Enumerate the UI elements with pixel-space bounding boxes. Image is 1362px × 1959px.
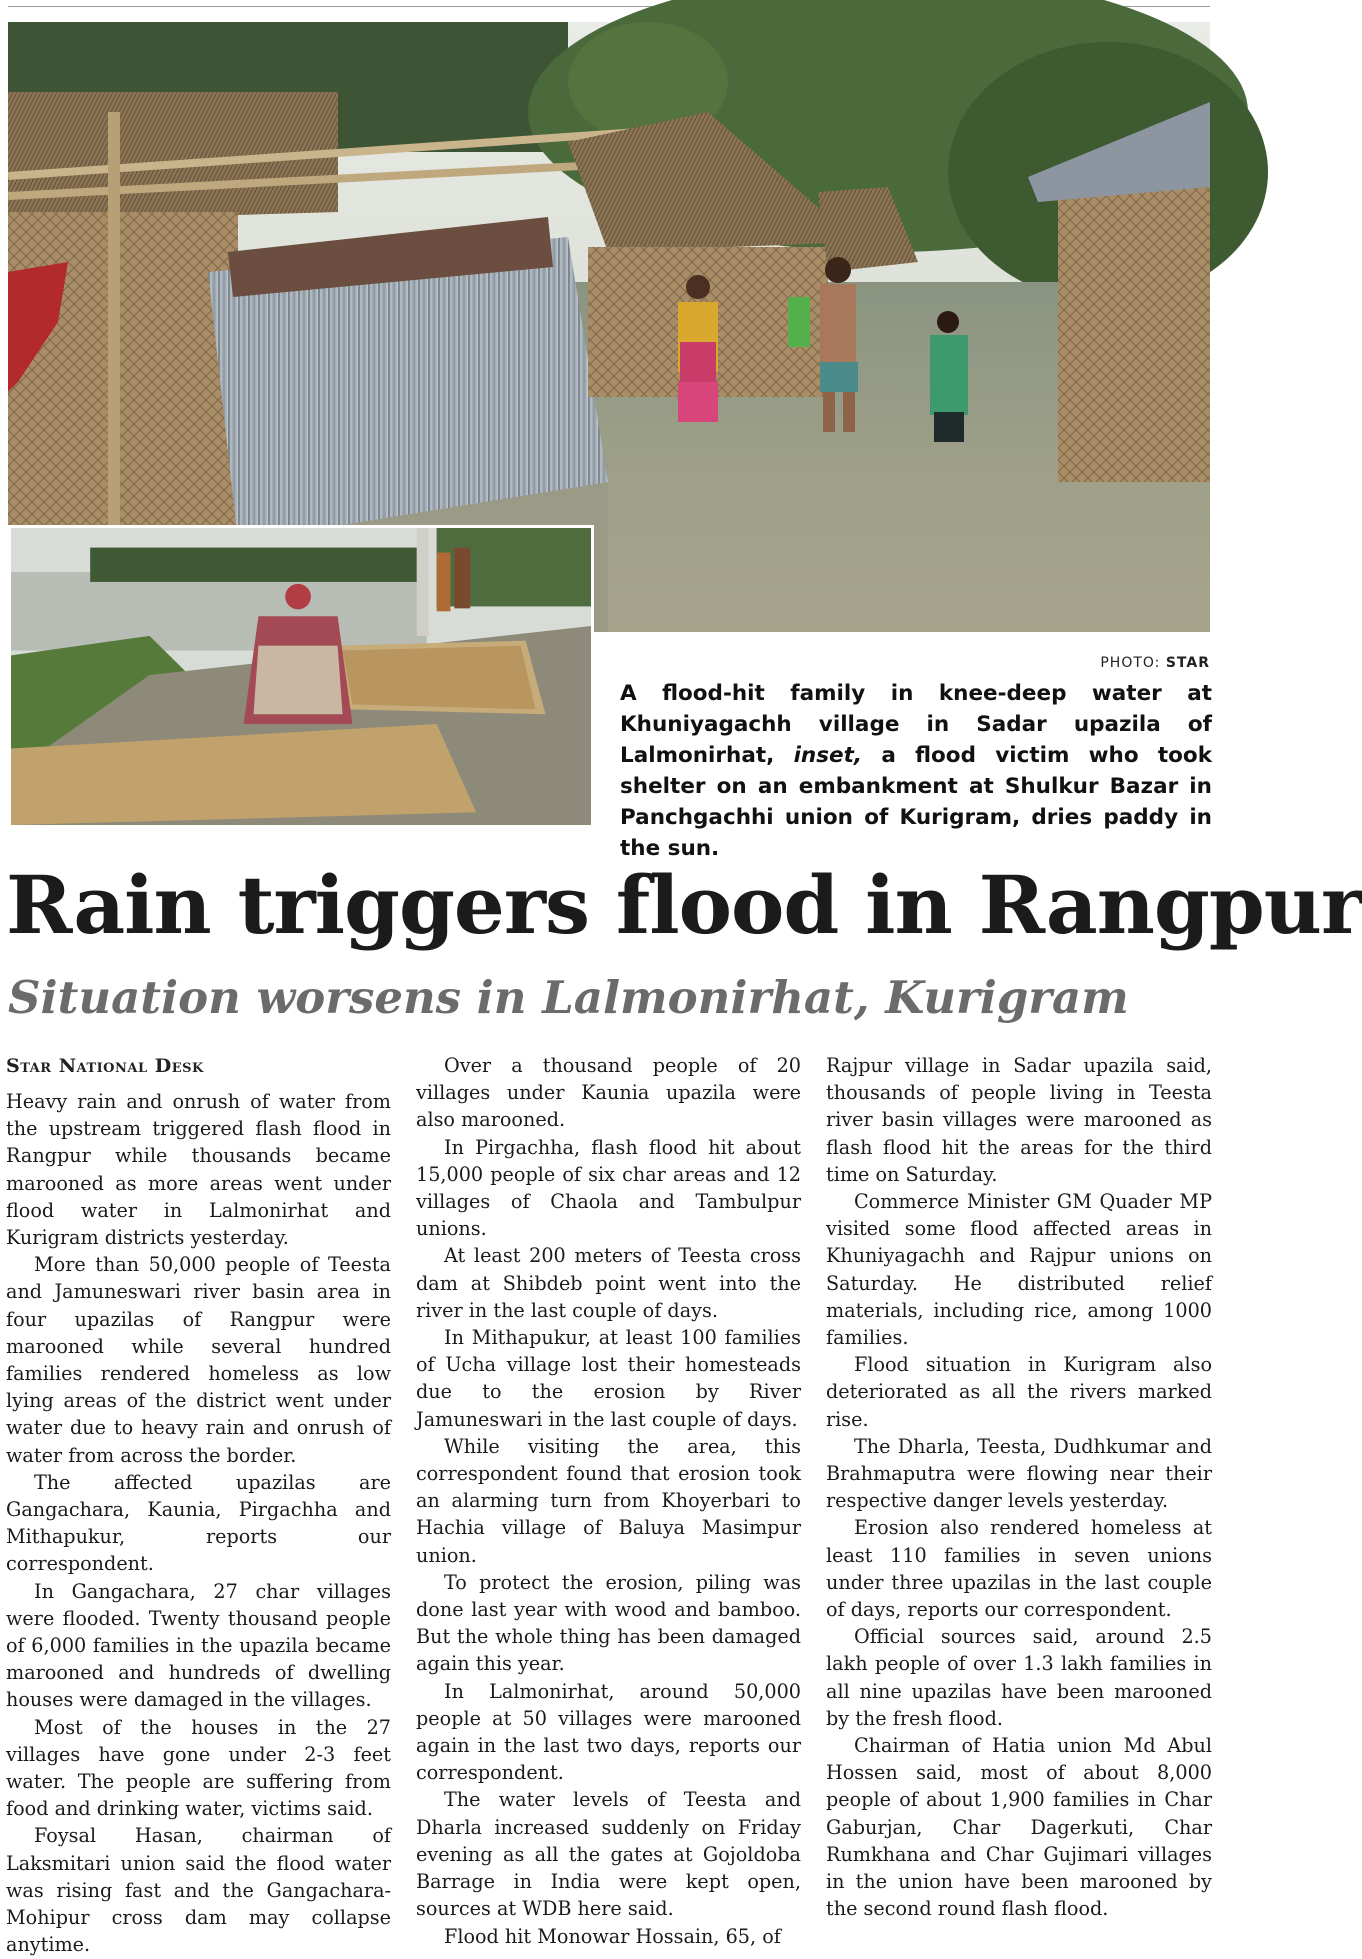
photo-caption xyxy=(620,678,1212,864)
paragraph: Official sources said, around 2.5 lakh people of over 1.3 lakh families in all nine upazilas have been marooned by the fresh flood. xyxy=(826,1625,1212,1730)
byline: Star National Desk xyxy=(6,1055,204,1077)
photo-credit: PHOTO: STAR xyxy=(1100,655,1210,671)
paragraph: Over a thousand people of 20 villages under Kaunia upazila were also marooned. xyxy=(416,1054,801,1132)
paragraph: In Lalmonirhat, around 50,000 people at 50 villages were marooned again in the last two days, reports our correspondent. xyxy=(416,1679,801,1785)
subheadline: Situation worsens in Lalmonirhat, Kurigram xyxy=(8,971,1129,1024)
paragraph: Flood situation in Kurigram also deteriorated as all the rivers marked rise. xyxy=(826,1353,1212,1431)
paragraph: In Mithapukur, at least 100 families of Ucha village lost their homesteads due to the erosion by River Jamuneswari in the last couple of days. xyxy=(416,1326,801,1431)
article-column-3 xyxy=(826,1052,1212,1923)
paragraph: To protect the erosion, piling was done last year with wood and bamboo. But the whole thing has been damaged again this year. xyxy=(416,1570,801,1676)
paragraph: Heavy rain and onrush of water from the upstream triggered flash flood in Rangpur while thousands became marooned as more areas went under flood water in Lalmonirhat and Kurigram districts yesterday. xyxy=(6,1090,391,1250)
paragraph: The Dharla, Teesta, Dudhkumar and Brahmaputra were flowing near their respective danger levels yesterday. xyxy=(826,1434,1212,1513)
paragraph: While visiting the area, this correspondent found that erosion took an alarming turn from Khoyerbari to Hachia village of Baluya Masimpur union. xyxy=(416,1434,801,1567)
paragraph: The affected upazilas are Gangachara, Kaunia, Pirgachha and Mithapukur, reports our correspondent. xyxy=(6,1470,391,1576)
paragraph: At least 200 meters of Teesta cross dam at Shibdeb point went into the river in the last couple of days. xyxy=(416,1244,801,1322)
paragraph: Flood hit Monowar Hossain, 65, of xyxy=(444,1924,781,1948)
paragraph: Most of the houses in the 27 villages have gone under 2-3 feet water. The people are suffering from food and drinking water, victims said. xyxy=(6,1715,391,1821)
paragraph: Commerce Minister GM Quader MP visited some flood affected areas in Khuniyagachh and Rajpur unions on Saturday. He distributed relief materials, including rice, among 1000 families. xyxy=(826,1190,1212,1350)
paragraph: Rajpur village in Sadar upazila said, thousands of people living in Teesta river basin villages were marooned as flash flood hit the areas for the third time on Saturday. xyxy=(826,1054,1212,1186)
inset-photo-drying-paddy xyxy=(8,525,594,828)
paragraph: The water levels of Teesta and Dharla increased suddenly on Friday evening as all the gates at Gojoldoba Barrage in India were kept open, sources at WDB here said. xyxy=(416,1788,801,1921)
paragraph: Chairman of Hatia union Md Abul Hossen said, most of about 8,000 people of about 1,900 families in Char Gaburjan, Char Dagerkuti, Char Rumkhana and Char Gujimari villages in the union have been marooned by the second round flash flood. xyxy=(826,1734,1212,1921)
paragraph: Erosion also rendered homeless at least 110 families in seven unions under three upazilas in the last couple of days, reports our correspondent. xyxy=(826,1516,1212,1622)
headline: Rain triggers flood in Rangpur xyxy=(6,858,1362,952)
paragraph: Foysal Hasan, chairman of Laksmitari union said the flood water was rising fast and the Gangachara-Mohipur cross dam may collapse anytime. xyxy=(6,1824,391,1957)
article-column-1 xyxy=(6,1052,391,1959)
caption-text-part2: a flood victim who took shelter on an embankment at Shulkur Bazar in Panchgachhi union of Kurigram, dries paddy in the sun. xyxy=(620,743,1212,861)
paragraph: In Gangachara, 27 char villages were flooded. Twenty thousand people of 6,000 families in the upazila became marooned and hundreds of dwelling houses were damaged in the villages. xyxy=(6,1579,391,1712)
paragraph: More than 50,000 people of Teesta and Jamuneswari river basin area in four upazilas of Rangpur were marooned while several hundred families rendered homeless as low lying areas of the district went under water due to heavy rain and onrush of water from across the border. xyxy=(6,1253,391,1467)
caption-text-part1: A flood-hit family in knee-deep water at Khuniyagachh village in Sadar upazila of Lalmonirhat, xyxy=(620,681,1212,768)
drying-paddy-image xyxy=(11,528,591,825)
article-column-2 xyxy=(416,1052,801,1950)
paragraph: In Pirgachha, flash flood hit about 15,000 people of six char areas and 12 villages of Chaola and Tambulpur unions. xyxy=(416,1135,801,1241)
caption-inset-label: inset, xyxy=(793,743,863,768)
